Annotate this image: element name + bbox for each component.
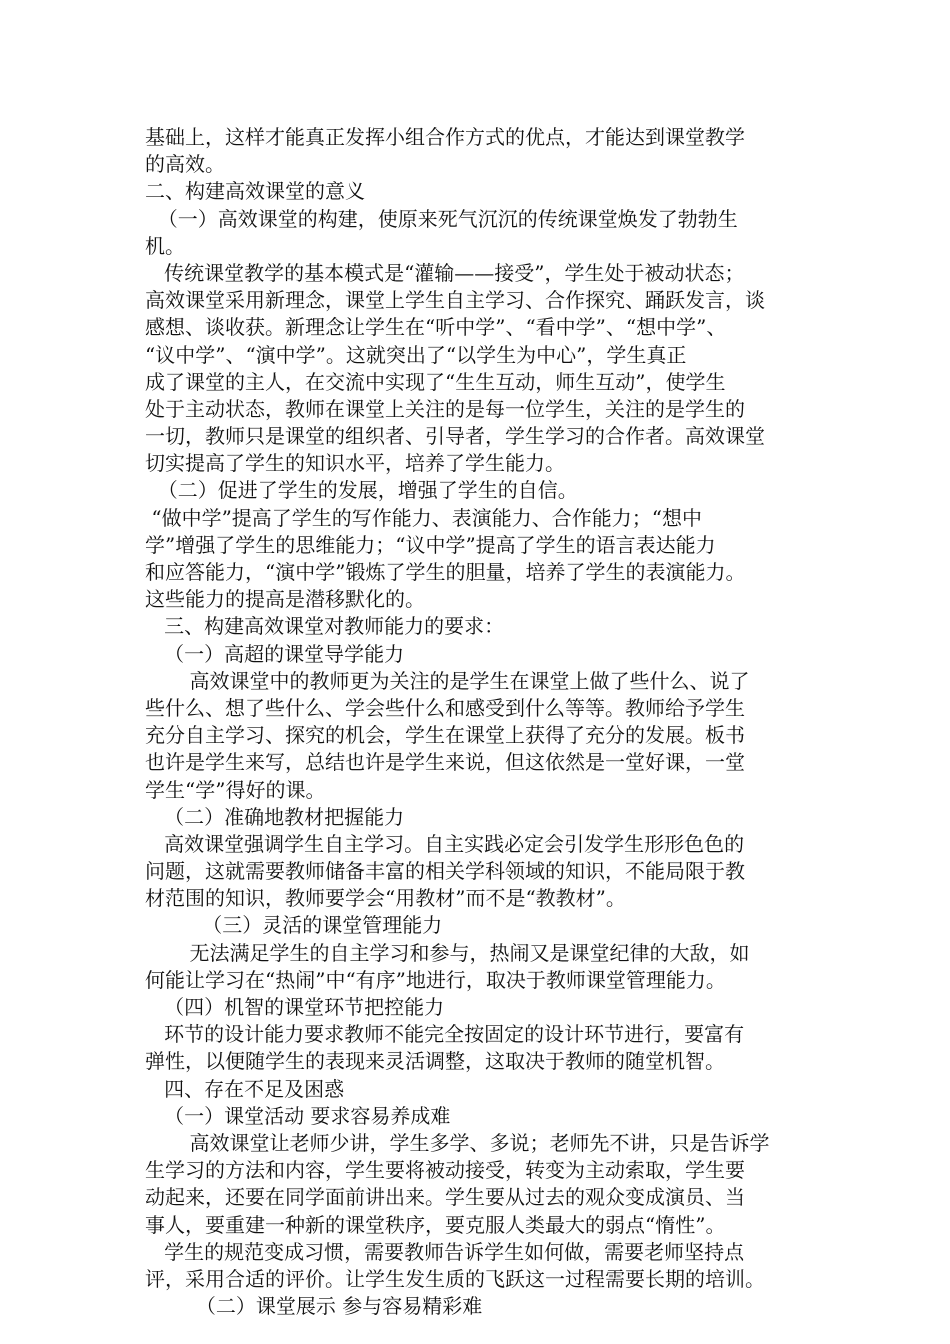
document-body: [145, 124, 825, 1320]
text-line: “做中学”提高了学生的写作能力、表演能力、合作能力；“想中: [145, 505, 703, 530]
subsection-heading: （二）课堂展示 参与容易精彩难: [145, 1294, 483, 1319]
text-line: 这些能力的提高是潜移默化的。: [145, 587, 425, 612]
text-line: 切实提高了学生的知识水平，培养了学生能力。: [145, 451, 565, 476]
text-line: 评，采用合适的评价。让学生发生质的飞跃这一过程需要长期的培训。: [145, 1266, 765, 1291]
subsection-heading: （一）高效课堂的构建，使原来死气沉沉的传统课堂焕发了勃勃生: [145, 206, 738, 231]
subsection-heading: （一）高超的课堂导学能力: [145, 641, 405, 666]
text-line: 传统课堂教学的基本模式是“灌输——接受”，学生处于被动状态；: [145, 260, 745, 285]
text-line: 些什么、想了些什么、学会些什么和感受到什么等等。教师给予学生: [145, 695, 745, 720]
text-line: 学生的规范变成习惯，需要教师告诉学生如何做，需要老师坚持点: [145, 1239, 745, 1264]
text-line: 基础上，这样才能真正发挥小组合作方式的优点，才能达到课堂教学: [145, 125, 745, 149]
text-line: 机。: [145, 233, 185, 258]
section-heading: 三、构建高效课堂对教师能力的要求：: [145, 614, 505, 639]
section-heading: 二、构建高效课堂的意义: [145, 179, 365, 204]
text-line: 的高效。: [145, 152, 225, 177]
text-line: 动起来，还要在同学面前讲出来。学生要从过去的观众变成演员、当: [145, 1185, 745, 1210]
subsection-heading: （二）促进了学生的发展，增强了学生的自信。: [145, 478, 578, 503]
text-line: 生学习的方法和内容，学生要将被动接受，转变为主动索取，学生要: [145, 1158, 745, 1183]
text-line: 事人，要重建一种新的课堂秩序，要克服人类最大的弱点“惰性”。: [145, 1212, 726, 1237]
text-line: 无法满足学生的自主学习和参与，热闹又是课堂纪律的大敌，如: [145, 940, 750, 965]
text-line: 成了课堂的主人，在交流中实现了“生生互动，师生互动”，使学生: [145, 369, 726, 394]
text-line: 问题，这就需要教师储备丰富的相关学科领域的知识，不能局限于教: [145, 859, 745, 884]
text-line: 充分自主学习、探究的机会，学生在课堂上获得了充分的发展。板书: [145, 723, 745, 748]
text-line: 何能让学习在“热闹”中“有序”地进行，取决于教师课堂管理能力。: [145, 967, 726, 992]
text-line: 学生“学”得好的课。: [145, 777, 326, 802]
text-line: 高效课堂让老师少讲，学生多学、多说；老师先不讲，只是告诉学: [145, 1130, 770, 1155]
subsection-heading: （二）准确地教材把握能力: [145, 804, 405, 829]
text-line: 处于主动状态，教师在课堂上关注的是每一位学生，关注的是学生的: [145, 396, 745, 421]
subsection-heading: （三）灵活的课堂管理能力: [145, 913, 443, 938]
text-line: 环节的设计能力要求教师不能完全按固定的设计环节进行，要富有: [145, 1022, 745, 1047]
text-line: 高效课堂中的教师更为关注的是学生在课堂上做了些什么、说了: [145, 668, 750, 693]
text-line: 学”增强了学生的思维能力；“议中学”提高了学生的语言表达能力: [145, 532, 716, 557]
section-heading: 四、存在不足及困惑: [145, 1076, 345, 1101]
text-line: 也许是学生来写，总结也许是学生来说，但这依然是一堂好课，一堂: [145, 750, 745, 775]
text-line: “议中学”、“演中学”。这就突出了“以学生为中心”，学生真正: [145, 342, 687, 367]
subsection-heading: （四）机智的课堂环节把控能力: [145, 995, 445, 1019]
text-line: 一切，教师只是课堂的组织者、引导者，学生学习的合作者。高效课堂: [145, 424, 765, 449]
subsection-heading: （一）课堂活动 要求容易养成难: [145, 1103, 451, 1128]
text-line: 感想、谈收获。新理念让学生在“听中学”、“看中学”、“想中学”、: [145, 315, 727, 340]
text-line: 高效课堂采用新理念，课堂上学生自主学习、合作探究、踊跃发言，谈: [145, 288, 765, 313]
text-line: 弹性，以便随学生的表现来灵活调整，这取决于教师的随堂机智。: [145, 1049, 725, 1074]
text-line: 高效课堂强调学生自主学习。自主实践必定会引发学生形形色色的: [145, 831, 745, 856]
text-line: 材范围的知识，教师要学会“用教材”而不是“教教材”。: [145, 886, 626, 911]
text-line: 和应答能力，“演中学”锻炼了学生的胆量，培养了学生的表演能力。: [145, 560, 746, 584]
